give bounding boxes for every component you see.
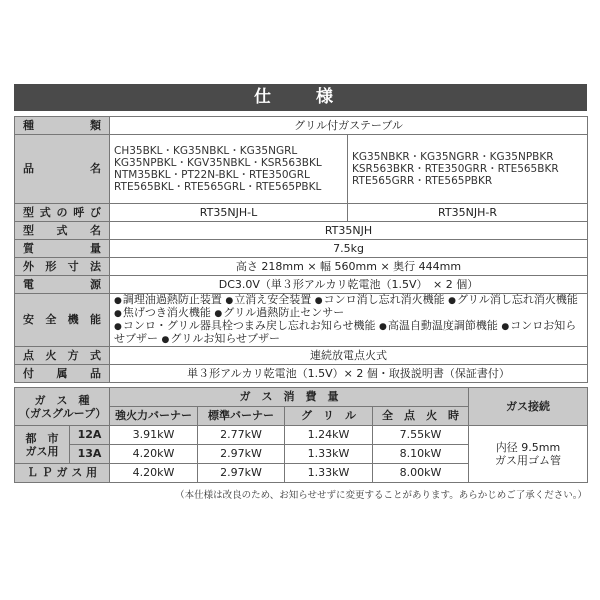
model-line: RTE565GRR・RTE565PBKR (352, 175, 493, 187)
models-right (348, 135, 588, 204)
gas-value: 4.20kW (110, 464, 198, 483)
safety-item: ● コンロ消し忘れ消火機能 (315, 293, 445, 306)
gas-value: 1.24kW (285, 426, 373, 445)
label-power: 電 源 (15, 276, 110, 294)
model-line: NTM35BKL・PT22N-BKL・RTE350GRL (114, 169, 310, 181)
row-safety (15, 294, 588, 347)
label-type: 種 類 (15, 117, 110, 135)
label-model-no: 型 式 名 (15, 222, 110, 240)
value-mass: 7.5kg (110, 240, 588, 258)
gas-value: 1.33kW (285, 464, 373, 483)
safety-item: ● グリルお知らせブザー (162, 332, 281, 345)
gas-consumption-header: ガ ス 消 費 量 (110, 388, 469, 407)
gas-type-label: 12A (70, 426, 110, 445)
safety-item: ● 立消え安全装置 (225, 293, 311, 306)
row-type (15, 117, 588, 135)
safety-item: ● グリル消し忘れ消火機能 (448, 293, 578, 306)
safety-item: ● 調理油過熱防止装置 (114, 293, 222, 306)
models-left (110, 135, 348, 204)
label-models: 品 名 (15, 135, 110, 204)
row-model-no (15, 222, 588, 240)
model-line: RTE565BKL・RTE565GRL・RTE565PBKL (114, 181, 322, 193)
gas-connection-value: 内径 9.5mm ガス用ゴム管 (469, 426, 588, 483)
model-line: CH35BKL・KG35NBKL・KG35NGRL (114, 145, 298, 157)
label-model-call: 型式の呼び (15, 204, 110, 222)
model-line: KG35NBKR・KG35NGRR・KG35NPBKR (352, 151, 554, 163)
gas-value: 2.97kW (198, 464, 285, 483)
gas-group-header: ガ ス 種 （ガスグループ） (15, 388, 110, 426)
value-safety (110, 294, 588, 347)
value-ignition: 連続放電点火式 (110, 347, 588, 365)
model-line: KSR563BKR・RTE350GRR・RTE565BKR (352, 163, 559, 175)
gas-value: 3.91kW (110, 426, 198, 445)
label-dims: 外形寸法 (15, 258, 110, 276)
label-safety: 安全機能 (15, 294, 110, 347)
value-accessories: 単３形アルカリ乾電池（1.5V）× 2 個・取扱説明書（保証書付） (110, 365, 588, 383)
gas-value: 8.00kW (373, 464, 469, 483)
col-grill: グ リ ル (285, 407, 373, 426)
gas-value: 2.97kW (198, 445, 285, 464)
lp-gas-label: Ｌ Ｐ ガ ス 用 (15, 464, 110, 483)
col-strong-burner: 強火力バーナー (110, 407, 198, 426)
row-models (15, 135, 588, 204)
safety-item: ● コンロお知らせブザー (114, 319, 576, 345)
gas-value: 4.20kW (110, 445, 198, 464)
safety-item: ● コンロ・グリル器具栓つまみ戻し忘れお知らせ機能 (114, 319, 376, 332)
label-ignition: 点火方式 (15, 347, 110, 365)
gas-value: 1.33kW (285, 445, 373, 464)
footnote: （本仕様は改良のため、お知らせせずに変更することがあります。あらかじめご了承ください。） (175, 490, 587, 501)
col-standard-burner: 標準バーナー (198, 407, 285, 426)
safety-item: ● 焦げつき消火機能 (114, 306, 211, 319)
row-model-call (15, 204, 588, 222)
gas-value: 2.77kW (198, 426, 285, 445)
safety-item: ● 高温自動温度調節機能 (379, 319, 498, 332)
gas-type-label: 13A (70, 445, 110, 464)
row-power (15, 276, 588, 294)
gas-connection-header: ガス接続 (469, 388, 588, 426)
spec-table (14, 116, 588, 383)
value-type: グリル付ガステーブル (110, 117, 588, 135)
value-model-call-left: RT35NJH-L (110, 204, 348, 222)
row-mass (15, 240, 588, 258)
gas-value: 8.10kW (373, 445, 469, 464)
city-gas-label: 都 市 ガス用 (15, 426, 70, 464)
table-row (15, 426, 588, 445)
value-dims: 高さ 218mm × 幅 560mm × 奥行 444mm (110, 258, 588, 276)
row-accessories (15, 365, 588, 383)
safety-item: ● グリル過熱防止センサー (214, 306, 344, 319)
gas-value: 7.55kW (373, 426, 469, 445)
label-mass: 質 量 (15, 240, 110, 258)
model-line: KG35NPBKL・KGV35NBKL・KSR563BKL (114, 157, 322, 169)
value-model-no: RT35NJH (110, 222, 588, 240)
row-ignition (15, 347, 588, 365)
col-all-on: 全 点 火 時 (373, 407, 469, 426)
gas-table (14, 387, 588, 483)
value-power: DC3.0V（単３形アルカリ乾電池（1.5V） × 2 個） (110, 276, 588, 294)
label-accessories: 付 属 品 (15, 365, 110, 383)
spec-sheet (14, 84, 587, 501)
value-model-call-right: RT35NJH-R (348, 204, 588, 222)
row-dims (15, 258, 588, 276)
page-title: 仕 様 (14, 84, 587, 111)
